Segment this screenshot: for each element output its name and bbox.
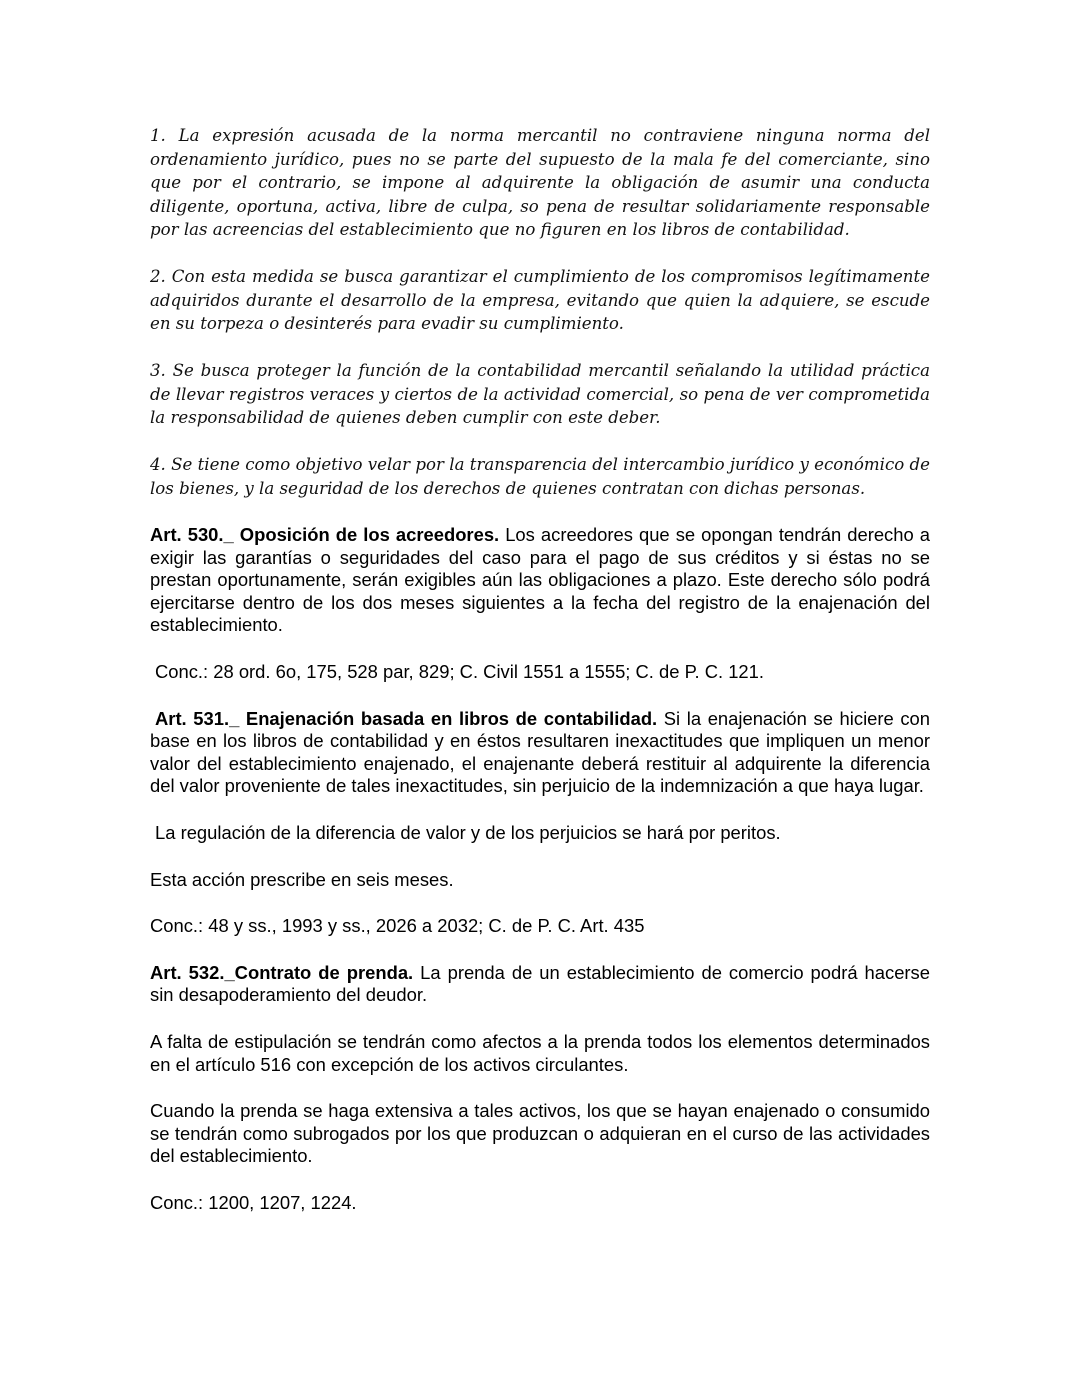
article-531-heading: Art. 531._ Enajenación basada en libros de contabilidad. (155, 707, 658, 729)
article-530 (150, 524, 930, 637)
article-532-heading: Art. 532._Contrato de prenda. (150, 961, 414, 983)
article-531-paragraph-2: La regulación de la diferencia de valor y de los perjuicios se hará por peritos. (155, 821, 781, 843)
article-532-paragraph-3: Cuando la prenda se haga extensiva a tales activos, los que se hayan enajenado o consumido se tendrán como subrogados por los que produzcan o adquieran en el curso de las actividades del establecimiento. (150, 1100, 930, 1167)
commentary-paragraph-4: 4. Se tiene como objetivo velar por la transparencia del intercambio jurídico y económico de los bienes, y la seguridad de los derechos de quienes contratan con dichas personas. (150, 455, 930, 498)
commentary-paragraph-2: 2. Con esta medida se busca garantizar el cumplimiento de los compromisos legítimamente adquiridos durante el desarrollo de la empresa, evitando que quien la adquiere, se escude en su torpeza o desinterés para evadir su cumplimiento. (150, 267, 930, 333)
article-531-body: Si la enajenación se hiciere con base en los libros de contabilidad y en éstos resultaren inexactitudes que impliquen un menor valor del establecimiento enajenado, el enajenante deberá restituir al adquirente la diferencia del valor proveniente de tales inexactitudes, sin perjuicio de la indemnización a que haya lugar. (150, 707, 931, 797)
article-532 (150, 962, 930, 1007)
article-531 (150, 708, 930, 798)
document-page (150, 124, 930, 1214)
article-530-heading: Art. 530._ Oposición de los acreedores. (150, 524, 500, 545)
article-532-body: La prenda de un establecimiento de comercio podrá hacerse sin desapoderamiento del deudor. (150, 961, 930, 1006)
article-532-paragraph-2: A falta de estipulación se tendrán como afectos a la prenda todos los elementos determinados en el artículo 516 con excepción de los activos circulantes. (150, 1030, 930, 1075)
article-531-paragraph-3: Esta acción prescribe en seis meses. (150, 868, 454, 890)
article-532-concordances: Conc.: 1200, 1207, 1224. (150, 1191, 357, 1213)
article-530-body: Los acreedores que se opongan tendrán derecho a exigir las garantías o seguridades del caso para el pago de sus créditos y si éstas no se prestan oportunamente, serán exigibles aún las obligaciones a plazo. Este derecho sólo podrá ejercitarse dentro de los dos meses siguientes a la fecha del registro de la enajenación del establecimiento. (150, 524, 930, 636)
article-530-concordances: Conc.: 28 ord. 6o, 175, 528 par, 829; C. Civil 1551 a 1555; C. de P. C. 121. (155, 660, 764, 682)
commentary-paragraph-3: 3. Se busca proteger la función de la contabilidad mercantil señalando la utilidad práctica de llevar registros veraces y ciertos de la actividad comercial, so pena de ver comprometida la responsabilidad de quienes deben cumplir con este deber. (150, 361, 930, 427)
article-531-concordances: Conc.: 48 y ss., 1993 y ss., 2026 a 2032; C. de P. C. Art. 435 (150, 915, 645, 937)
commentary-paragraph-1: 1. La expresión acusada de la norma mercantil no contraviene ninguna norma del ordenamiento jurídico, pues no se parte del supuesto de la mala fe del comerciante, sino que por el contrario, se impone al adquirente la obligación de asumir una conducta diligente, oportuna, activa, libre de culpa, so pena de resultar solidariamente responsable por las acreencias del establecimiento que no figuren en los libros de contabilidad. (150, 126, 930, 239)
